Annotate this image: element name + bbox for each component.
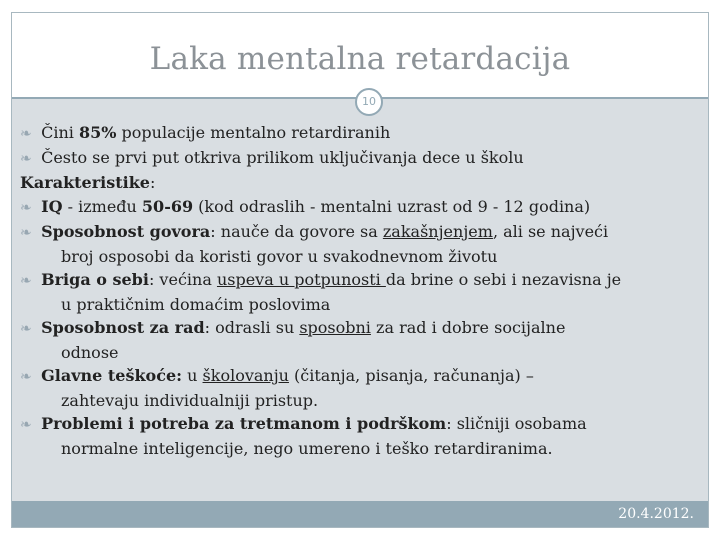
list-item: ❧ Glavne teškoće: u školovanju (čitanja, pisanja, računanja) – <box>20 364 690 389</box>
slide-date: 20.4.2012. <box>618 506 694 522</box>
list-item-continuation: odnose <box>61 343 119 362</box>
list-item-continuation: u praktičnim domaćim poslovima <box>61 295 331 314</box>
fleuron-bullet-icon: ❧ <box>20 225 32 241</box>
fleuron-bullet-icon: ❧ <box>20 273 32 289</box>
list-item-continuation: broj osposobi da koristi govor u svakodnevnom životu <box>61 247 498 266</box>
list-item: ❧ Čini 85% populacije mentalno retardiranih <box>20 121 690 146</box>
list-item-continuation: normalne inteligencije, nego umereno i teško retardiranima. <box>61 439 553 458</box>
fleuron-bullet-icon: ❧ <box>20 321 32 337</box>
list-item: ❧ Sposobnost govora: nauče da govore sa zakašnjenjem, ali se najveći <box>20 220 690 245</box>
list-item-continuation: zahtevaju individualniji pristup. <box>61 391 319 410</box>
list-item: ❧ Briga o sebi: većina uspeva u potpunosti da brine o sebi i nezavisna je <box>20 268 690 293</box>
slide-footer <box>12 501 708 527</box>
slide-header <box>12 13 708 97</box>
section-heading: Karakteristike: <box>20 173 156 192</box>
page-number: 10 <box>355 88 383 116</box>
fleuron-bullet-icon: ❧ <box>20 200 32 216</box>
list-item: ❧ Problemi i potreba za tretmanom i podrškom: sličniji osobama <box>20 412 690 437</box>
bullet-list <box>20 121 690 460</box>
slide-title: Laka mentalna retardacija <box>149 41 571 77</box>
list-item: ❧ Često se prvi put otkriva prilikom uključivanja dece u školu <box>20 146 690 171</box>
fleuron-bullet-icon: ❧ <box>20 369 32 385</box>
fleuron-bullet-icon: ❧ <box>20 417 32 433</box>
fleuron-bullet-icon: ❧ <box>20 126 32 142</box>
list-item: ❧ Sposobnost za rad: odrasli su sposobni za rad i dobre socijalne <box>20 316 690 341</box>
fleuron-bullet-icon: ❧ <box>20 151 32 167</box>
list-item: ❧ IQ - između 50-69 (kod odraslih - mentalni uzrast od 9 - 12 godina) <box>20 195 690 220</box>
